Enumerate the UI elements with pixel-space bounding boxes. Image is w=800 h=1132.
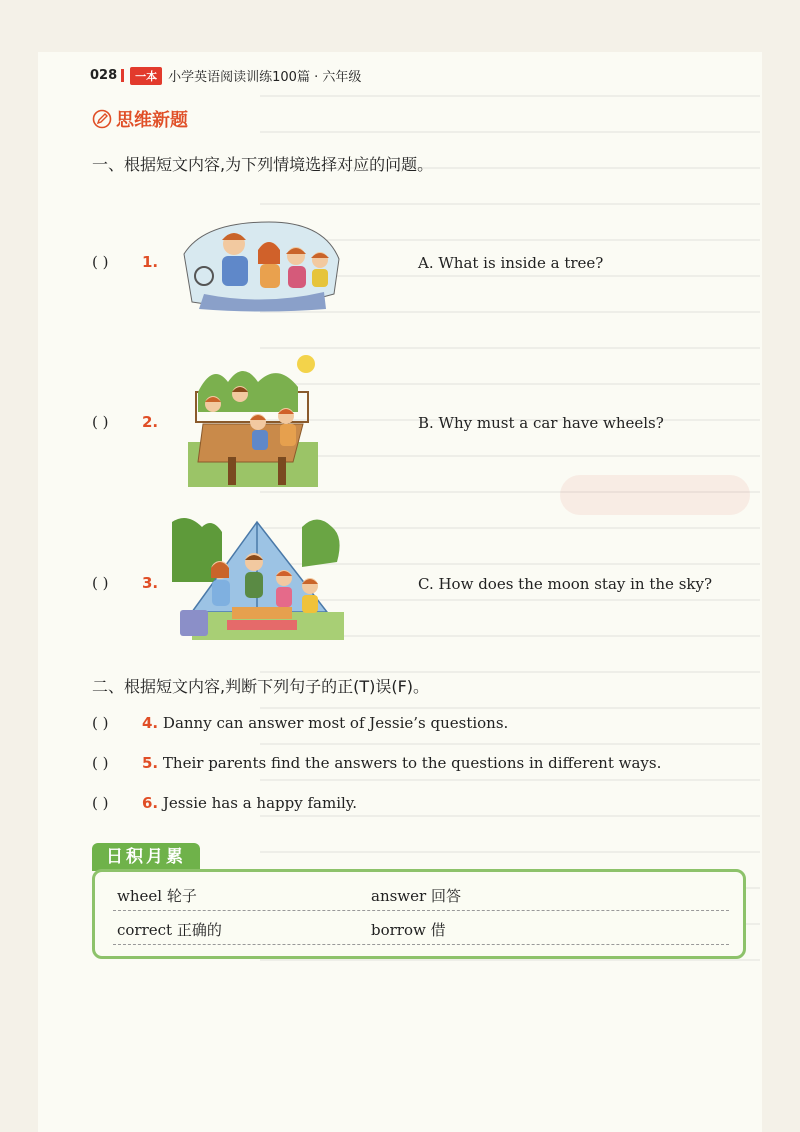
pencil-circle-icon xyxy=(92,109,112,129)
book-title: 小学英语阅读训练100篇 · 六年级 xyxy=(168,70,362,85)
part2-instruction: 二、根据短文内容,判断下列句子的正(T)误(F)。 xyxy=(92,677,430,696)
header-divider xyxy=(121,69,124,82)
statement-number: 4. xyxy=(142,714,159,732)
page-number: 028 xyxy=(90,68,118,83)
answer-blank[interactable]: ( ) xyxy=(92,413,109,431)
answer-blank[interactable]: ( ) xyxy=(92,253,109,271)
statement-number: 6. xyxy=(142,794,159,812)
part1-instruction: 一、根据短文内容,为下列情境选择对应的问题。 xyxy=(92,155,434,174)
statement-text: Danny can answer most of Jessie’s questions. xyxy=(162,714,509,732)
answer-blank[interactable]: ( ) xyxy=(92,794,109,812)
answer-blank[interactable]: ( ) xyxy=(92,714,109,732)
section-title-text: 思维新题 xyxy=(116,110,188,131)
question-2 xyxy=(92,413,158,431)
family-picnic-illustration xyxy=(188,352,318,492)
section-title xyxy=(92,106,188,132)
vocab-word: answer 回答 xyxy=(371,887,461,905)
statement-text: Jessie has a happy family. xyxy=(162,794,358,812)
question-3 xyxy=(92,574,158,592)
vocab-label: 日积月累 xyxy=(92,843,200,871)
bleed-through-badge xyxy=(560,475,750,515)
answer-blank[interactable]: ( ) xyxy=(92,574,109,592)
statement-4 xyxy=(92,714,508,732)
vocab-box xyxy=(92,869,746,959)
statement-text: Their parents find the answers to the questions in different ways. xyxy=(162,754,662,772)
answer-blank[interactable]: ( ) xyxy=(92,754,109,772)
option-a: A. What is inside a tree? xyxy=(418,254,604,272)
vocab-word: borrow 借 xyxy=(371,921,446,939)
vocab-word: wheel 轮子 xyxy=(117,887,197,905)
family-car-illustration xyxy=(174,214,344,314)
question-number: 1. xyxy=(142,253,159,271)
option-c: C. How does the moon stay in the sky? xyxy=(418,575,712,593)
question-number: 3. xyxy=(142,574,159,592)
vocab-row xyxy=(113,916,729,945)
book-logo: 一本 xyxy=(130,67,162,85)
vocab-row xyxy=(113,882,729,911)
question-number: 2. xyxy=(142,413,159,431)
statement-6 xyxy=(92,794,357,812)
family-camping-illustration xyxy=(172,512,344,642)
option-b: B. Why must a car have wheels? xyxy=(418,414,664,432)
vocab-word: correct 正确的 xyxy=(117,921,222,939)
question-1 xyxy=(92,253,158,271)
statement-5 xyxy=(92,754,661,772)
page-header xyxy=(90,66,361,85)
statement-number: 5. xyxy=(142,754,159,772)
